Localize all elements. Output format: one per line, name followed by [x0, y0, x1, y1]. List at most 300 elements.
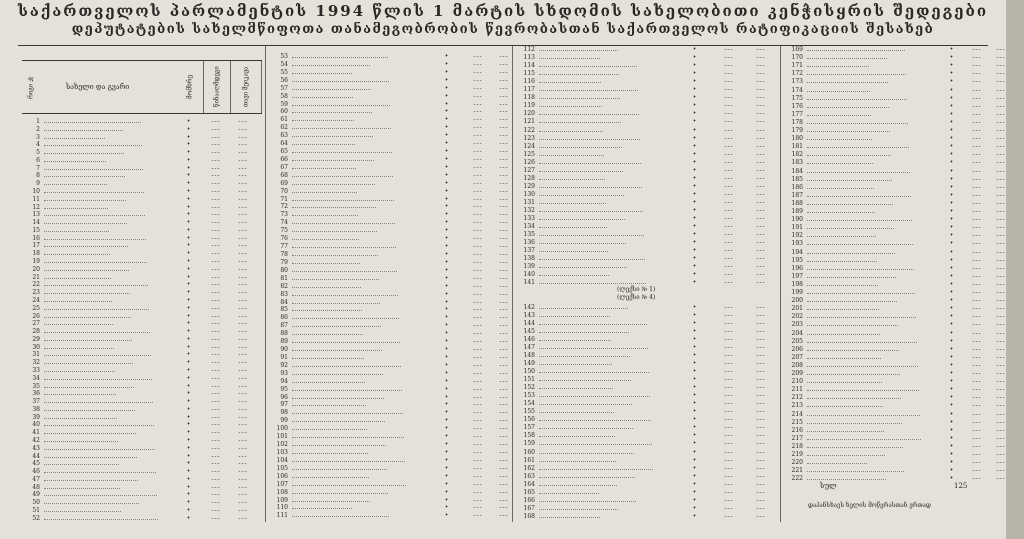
vote-for-mark: •	[949, 337, 955, 345]
vote-against-mark: ---	[724, 263, 734, 271]
vote-against-mark: ---	[972, 224, 982, 232]
vote-abstain-mark: ---	[499, 282, 509, 290]
vote-abstain-mark: ---	[499, 140, 509, 148]
deputy-name	[807, 353, 881, 359]
vote-abstain-mark: ---	[238, 366, 248, 374]
deputy-name	[292, 369, 383, 375]
vote-for-mark: •	[949, 175, 955, 183]
deputy-name	[807, 474, 886, 480]
vote-against-mark: ---	[473, 449, 483, 456]
row-number: 106	[276, 472, 288, 480]
vote-abstain-mark: ---	[238, 452, 248, 460]
vote-for-mark: •	[444, 124, 450, 132]
deputy-name	[292, 139, 355, 145]
deputy-name	[807, 86, 870, 92]
row-number: 50	[32, 499, 40, 507]
row-number: 205	[791, 337, 803, 345]
deputy-name	[44, 218, 127, 224]
row-number: 117	[523, 86, 535, 94]
vote-against-mark: ---	[473, 488, 483, 496]
vote-for-mark: •	[692, 311, 698, 319]
vote-for-mark: •	[949, 167, 955, 175]
vote-against-mark: ---	[473, 53, 483, 60]
vote-for-mark: •	[949, 434, 955, 442]
vote-abstain-mark: ---	[756, 86, 766, 94]
row-number: 128	[523, 174, 535, 182]
row-number: 9	[36, 180, 40, 188]
row-number: 48	[32, 483, 40, 491]
vote-against-mark: ---	[724, 488, 734, 496]
vote-abstain-mark: ---	[238, 335, 248, 343]
vote-abstain-mark: ---	[756, 303, 766, 311]
row-number: 91	[280, 353, 288, 361]
vote-for-mark: •	[949, 442, 955, 450]
deputy-name	[539, 262, 627, 268]
vote-abstain-mark: ---	[996, 402, 1006, 410]
vote-against-mark: ---	[972, 94, 982, 102]
row-number: 201	[791, 305, 803, 313]
vote-for-mark: •	[444, 346, 450, 354]
vote-for-mark: •	[444, 116, 450, 124]
vote-for-mark: •	[949, 459, 955, 467]
deputy-name	[44, 358, 133, 364]
vote-for-mark: •	[186, 374, 192, 382]
deputy-name	[44, 506, 121, 512]
vote-abstain-mark: ---	[756, 263, 766, 271]
row-number: 63	[280, 132, 288, 140]
vote-against-mark: ---	[211, 304, 221, 312]
deputy-name	[44, 459, 119, 465]
row-number: 52	[32, 514, 40, 522]
vote-abstain-mark: ---	[238, 312, 248, 320]
vote-abstain-mark: ---	[756, 448, 766, 456]
vote-abstain-mark: ---	[238, 398, 248, 406]
deputy-name	[539, 85, 638, 91]
vote-for-mark: •	[186, 180, 192, 188]
vote-for-mark: •	[186, 343, 192, 351]
vote-against-mark: ---	[211, 219, 221, 227]
vote-for-mark: •	[949, 475, 955, 483]
deputy-name	[292, 488, 388, 494]
row-number: 68	[280, 171, 288, 179]
vote-against-mark: ---	[724, 255, 734, 263]
deputy-name	[44, 397, 153, 403]
vote-abstain-mark: ---	[499, 369, 509, 377]
vote-for-mark: •	[949, 183, 955, 191]
vote-for-mark: •	[444, 441, 450, 449]
vote-abstain-mark: ---	[499, 274, 509, 282]
vote-against-mark: ---	[972, 337, 982, 345]
vote-for-mark: •	[186, 265, 192, 273]
vote-abstain-mark: ---	[996, 208, 1006, 215]
row-number: 43	[32, 444, 40, 452]
vote-against-mark: ---	[724, 335, 734, 343]
vote-for-mark: •	[692, 271, 698, 279]
vote-abstain-mark: ---	[499, 385, 509, 393]
vote-against-mark: ---	[972, 418, 982, 426]
row-number: 74	[280, 219, 288, 227]
vote-for-mark: •	[692, 335, 698, 343]
deputy-name	[807, 175, 892, 181]
row-number: 37	[32, 398, 40, 406]
vote-against-mark: ---	[972, 78, 982, 86]
row-number: 175	[791, 94, 803, 102]
vote-abstain-mark: ---	[499, 76, 509, 84]
row-number: 23	[32, 289, 40, 297]
row-number: 163	[523, 472, 535, 480]
row-number: 76	[280, 235, 288, 243]
vote-abstain-mark: ---	[996, 459, 1006, 467]
vote-abstain-mark: ---	[499, 68, 509, 76]
vote-for-mark: •	[692, 359, 698, 367]
row-number: 30	[32, 343, 40, 351]
vote-abstain-mark: ---	[996, 410, 1006, 418]
vote-against-mark: ---	[473, 211, 483, 219]
vote-abstain-mark: ---	[238, 491, 248, 499]
vote-abstain-mark: ---	[238, 242, 248, 250]
row-number: 174	[791, 86, 803, 94]
vote-against-mark: ---	[211, 382, 221, 390]
vote-for-mark: •	[692, 496, 698, 504]
vote-for-mark: •	[444, 60, 450, 68]
vote-for-mark: •	[949, 199, 955, 207]
row-number: 20	[32, 265, 40, 273]
deputy-name	[292, 496, 370, 502]
deputy-name	[807, 248, 895, 254]
vote-for-mark: •	[949, 191, 955, 199]
vote-abstain-mark: ---	[499, 132, 509, 140]
deputy-name	[292, 179, 375, 185]
deputy-name	[292, 416, 385, 422]
row-number: 6	[36, 156, 40, 164]
vote-against-mark: ---	[724, 190, 734, 198]
vote-against-mark: ---	[724, 182, 734, 190]
vote-for-mark: •	[444, 385, 450, 393]
vote-abstain-mark: ---	[756, 488, 766, 496]
row-number: 219	[791, 451, 803, 458]
vote-for-mark: •	[949, 410, 955, 418]
vote-against-mark: ---	[972, 191, 982, 199]
vote-for-mark: •	[186, 335, 192, 343]
row-number: 21	[32, 273, 40, 281]
vote-for-mark: •	[949, 394, 955, 402]
row-number: 135	[523, 231, 535, 239]
vote-abstain-mark: ---	[238, 296, 248, 304]
header-name: სახელი და გვარი	[66, 83, 130, 91]
deputy-name	[807, 418, 902, 424]
row-number: 110	[276, 504, 288, 512]
deputy-name	[807, 320, 898, 326]
deputy-name	[292, 52, 388, 58]
vote-against-mark: ---	[724, 279, 734, 287]
vote-abstain-mark: ---	[238, 320, 248, 328]
row-number: 89	[280, 338, 288, 346]
deputy-name	[539, 166, 623, 172]
vote-abstain-mark: ---	[238, 149, 248, 157]
vote-against-mark: ---	[724, 480, 734, 488]
deputy-name	[807, 442, 903, 448]
vote-against-mark: ---	[473, 385, 483, 393]
vote-abstain-mark: ---	[996, 191, 1006, 199]
vote-against-mark: ---	[972, 143, 982, 151]
vote-abstain-mark: ---	[996, 199, 1006, 207]
deputy-name	[44, 234, 146, 240]
row-number: 118	[523, 94, 535, 102]
vote-for-mark: •	[444, 377, 450, 385]
vote-for-mark: •	[949, 102, 955, 110]
vote-against-mark: ---	[473, 464, 483, 472]
vote-against-mark: ---	[473, 84, 483, 92]
vote-for-mark: •	[186, 460, 192, 468]
deputy-name	[292, 385, 402, 391]
vote-against-mark: ---	[972, 199, 982, 207]
vote-against-mark: ---	[972, 394, 982, 402]
vote-abstain-mark: ---	[756, 255, 766, 263]
deputy-name	[539, 53, 600, 59]
vote-abstain-mark: ---	[996, 475, 1006, 483]
vote-abstain-mark: ---	[996, 216, 1006, 224]
row-number: 124	[523, 142, 535, 150]
deputy-name	[44, 327, 150, 333]
vote-for-mark: •	[444, 163, 450, 171]
row-number: 181	[791, 143, 803, 151]
vote-abstain-mark: ---	[238, 483, 248, 491]
deputy-name	[807, 296, 897, 302]
vote-against-mark: ---	[972, 127, 982, 134]
row-number: 25	[32, 304, 40, 312]
vote-abstain-mark: ---	[756, 207, 766, 214]
vote-against-mark: ---	[211, 351, 221, 359]
deputy-name	[807, 126, 890, 132]
vote-abstain-mark: ---	[756, 504, 766, 512]
vote-abstain-mark: ---	[499, 108, 509, 116]
vote-for-mark: •	[186, 405, 192, 413]
vote-against-mark: ---	[473, 108, 483, 116]
row-number: 10	[32, 188, 40, 196]
vote-abstain-mark: ---	[499, 472, 509, 480]
vote-against-mark: ---	[473, 338, 483, 346]
row-number: 109	[276, 496, 288, 504]
deputy-name	[807, 304, 879, 310]
vote-abstain-mark: ---	[996, 321, 1006, 329]
row-number: 221	[791, 467, 803, 475]
deputy-name	[292, 432, 404, 438]
vote-against-mark: ---	[972, 442, 982, 450]
deputy-name	[807, 223, 894, 229]
vote-for-mark: •	[949, 353, 955, 361]
vote-against-mark: ---	[724, 432, 734, 440]
vote-for-mark: •	[186, 188, 192, 196]
vote-abstain-mark: ---	[238, 390, 248, 398]
deputy-name	[539, 496, 636, 502]
vote-for-mark: •	[692, 182, 698, 190]
deputy-name	[44, 249, 110, 255]
vote-against-mark: ---	[211, 366, 221, 374]
page-edge	[1006, 0, 1024, 539]
column-divider	[780, 46, 781, 522]
row-number: 105	[276, 464, 288, 472]
deputy-name	[539, 472, 635, 478]
vote-abstain-mark: ---	[756, 239, 766, 247]
row-number: 164	[523, 480, 535, 488]
deputy-name	[44, 148, 124, 154]
vote-for-mark: •	[444, 243, 450, 251]
vote-abstain-mark: ---	[238, 203, 248, 211]
row-number: 143	[523, 311, 535, 319]
vote-abstain-mark: ---	[238, 234, 248, 242]
vote-against-mark: ---	[972, 167, 982, 175]
deputy-name	[292, 282, 361, 288]
vote-abstain-mark: ---	[499, 361, 509, 369]
row-number: 191	[791, 224, 803, 232]
vote-against-mark: ---	[473, 132, 483, 140]
vote-against-mark: ---	[211, 429, 221, 437]
row-number: 222	[791, 475, 803, 483]
vote-against-mark: ---	[211, 141, 221, 149]
row-note: (ლექსი № 1)	[617, 285, 656, 293]
row-number: 51	[32, 507, 40, 514]
vote-abstain-mark: ---	[499, 512, 509, 520]
vote-abstain-mark: ---	[238, 460, 248, 468]
deputy-name	[44, 389, 116, 395]
deputy-name	[292, 123, 391, 129]
vote-against-mark: ---	[724, 327, 734, 335]
row-number: 139	[523, 263, 535, 271]
deputy-name	[292, 195, 394, 201]
vote-against-mark: ---	[724, 392, 734, 400]
vote-for-mark: •	[444, 449, 450, 456]
vote-for-mark: •	[186, 452, 192, 460]
vote-against-mark: ---	[473, 140, 483, 148]
deputy-name	[44, 467, 156, 473]
vote-abstain-mark: ---	[499, 409, 509, 417]
vote-against-mark: ---	[972, 110, 982, 118]
vote-against-mark: ---	[211, 398, 221, 406]
row-number: 39	[32, 413, 40, 421]
vote-for-mark: •	[444, 203, 450, 211]
row-number: 158	[523, 432, 535, 440]
vote-against-mark: ---	[724, 86, 734, 94]
vote-abstain-mark: ---	[238, 226, 248, 234]
row-number: 217	[791, 434, 803, 442]
vote-for-mark: •	[186, 413, 192, 421]
row-number: 57	[280, 84, 288, 92]
vote-for-mark: •	[186, 421, 192, 429]
vote-for-mark: •	[444, 92, 450, 100]
row-number: 42	[32, 436, 40, 444]
vote-abstain-mark: ---	[996, 167, 1006, 175]
vote-against-mark: ---	[972, 313, 982, 321]
vote-for-mark: •	[692, 384, 698, 392]
document-subtitle: დეპუტატების სახელმწიფოთა თანამეგობრობის წევრობასთან საქართველოს რატიფიკაციის შესახებ	[71, 22, 935, 37]
vote-abstain-mark: ---	[238, 180, 248, 188]
row-number: 159	[523, 440, 535, 448]
vote-against-mark: ---	[473, 187, 483, 195]
row-number: 176	[791, 102, 803, 110]
vote-against-mark: ---	[972, 151, 982, 159]
vote-abstain-mark: ---	[996, 370, 1006, 377]
vote-for-mark: •	[692, 472, 698, 480]
vote-abstain-mark: ---	[499, 353, 509, 361]
vote-abstain-mark: ---	[499, 504, 509, 512]
vote-against-mark: ---	[972, 183, 982, 191]
vote-against-mark: ---	[972, 467, 982, 475]
deputy-name	[292, 464, 387, 470]
vote-abstain-mark: ---	[499, 187, 509, 195]
vote-against-mark: ---	[724, 166, 734, 174]
vote-abstain-mark: ---	[756, 359, 766, 367]
vote-against-mark: ---	[724, 78, 734, 86]
deputy-name	[292, 361, 401, 367]
vote-abstain-mark: ---	[996, 467, 1006, 475]
vote-for-mark: •	[692, 62, 698, 70]
vote-for-mark: •	[949, 418, 955, 426]
vote-for-mark: •	[692, 376, 698, 384]
row-number: 114	[523, 62, 535, 70]
row-number: 127	[523, 166, 535, 174]
row-number: 121	[523, 118, 535, 126]
vote-abstain-mark: ---	[499, 306, 509, 314]
vote-abstain-mark: ---	[996, 297, 1006, 305]
vote-against-mark: ---	[972, 86, 982, 94]
row-number: 131	[523, 198, 535, 206]
vote-for-mark: •	[186, 312, 192, 320]
vote-abstain-mark: ---	[756, 464, 766, 472]
vote-for-mark: •	[692, 126, 698, 134]
vote-for-mark: •	[949, 135, 955, 143]
row-number: 96	[280, 393, 288, 401]
deputy-name	[539, 327, 629, 333]
row-number: 94	[280, 377, 288, 385]
vote-against-mark: ---	[473, 92, 483, 100]
deputy-name	[539, 109, 639, 115]
vote-abstain-mark: ---	[499, 211, 509, 219]
deputy-name	[807, 280, 878, 286]
vote-against-mark: ---	[211, 242, 221, 250]
deputy-name	[539, 158, 641, 164]
vote-against-mark: ---	[724, 223, 734, 231]
deputy-name	[292, 290, 398, 296]
vote-against-mark: ---	[473, 306, 483, 314]
vote-abstain-mark: ---	[996, 175, 1006, 183]
deputy-name	[807, 167, 910, 173]
vote-abstain-mark: ---	[756, 343, 766, 351]
deputy-name	[539, 126, 603, 132]
row-number: 66	[280, 155, 288, 163]
row-number: 46	[32, 468, 40, 476]
vote-against-mark: ---	[724, 440, 734, 448]
vote-abstain-mark: ---	[499, 116, 509, 124]
vote-abstain-mark: ---	[499, 219, 509, 227]
vote-for-mark: •	[444, 314, 450, 322]
deputy-name	[44, 405, 135, 411]
vote-for-mark: •	[444, 266, 450, 274]
deputy-name	[807, 183, 874, 189]
vote-for-mark: •	[949, 280, 955, 288]
deputy-name	[292, 480, 406, 486]
row-number: 167	[523, 504, 535, 512]
row-number: 73	[280, 211, 288, 219]
vote-abstain-mark: ---	[756, 150, 766, 158]
vote-for-mark: •	[186, 390, 192, 398]
row-number: 7	[36, 164, 40, 172]
vote-abstain-mark: ---	[756, 432, 766, 440]
vote-against-mark: ---	[724, 231, 734, 239]
vote-against-mark: ---	[473, 314, 483, 322]
vote-for-mark: •	[949, 329, 955, 337]
vote-for-mark: •	[186, 141, 192, 149]
vote-abstain-mark: ---	[996, 434, 1006, 442]
